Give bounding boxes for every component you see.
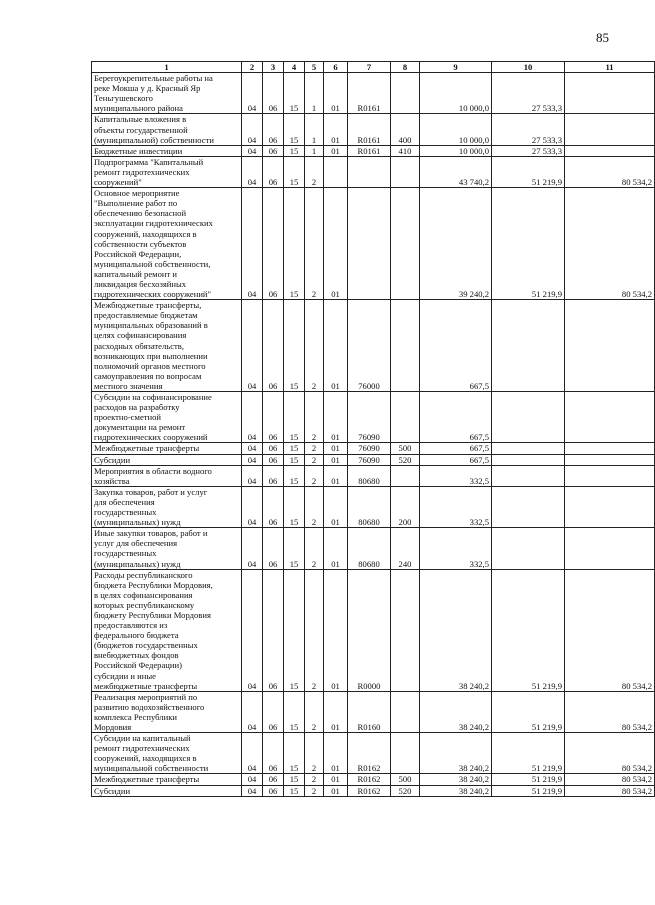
header-row: [92, 62, 655, 73]
col-7-cell: R0161: [348, 73, 391, 114]
col-5-cell: 2: [305, 569, 324, 691]
header-cell: 10: [492, 62, 565, 73]
col-2-cell: 04: [242, 156, 263, 187]
row-name: Бюджетные инвестиции: [92, 145, 242, 156]
header-cell: 6: [324, 62, 348, 73]
col-7-cell: 80680: [348, 486, 391, 527]
col-7-cell: R0000: [348, 569, 391, 691]
col-10-value: 27 533,3: [492, 145, 565, 156]
col-8-cell: [391, 691, 420, 732]
table-row: [92, 774, 655, 785]
col-7-cell: [348, 188, 391, 300]
row-name: Капитальные вложения в объекты государственной (муниципальной) собственности: [92, 114, 242, 145]
header-cell: 7: [348, 62, 391, 73]
col-9-value: 667,5: [420, 443, 492, 454]
col-9-value: 10 000,0: [420, 114, 492, 145]
col-8-cell: [391, 73, 420, 114]
table-row: [92, 691, 655, 732]
col-8-cell: [391, 392, 420, 443]
row-name: Расходы республиканского бюджета Республики Мордовия, в целях софинансирования которых республиканскому бюджету Республики Мордовия предоставляются из федерального бюджета (бюджетов государственных внебюджетных фондов Российской Федерации) субсидии и иные межбюджетные трансферты: [92, 569, 242, 691]
col-4-cell: 15: [284, 443, 305, 454]
col-11-value: [565, 486, 655, 527]
col-9-value: 667,5: [420, 300, 492, 392]
col-4-cell: 15: [284, 486, 305, 527]
table-row: [92, 300, 655, 392]
row-name: Субсидии на капитальный ремонт гидротехнических сооружений, находящихся в муниципальной собственности: [92, 733, 242, 774]
col-7-cell: R0160: [348, 691, 391, 732]
col-9-value: 38 240,2: [420, 691, 492, 732]
col-11-value: [565, 454, 655, 465]
col-10-value: [492, 454, 565, 465]
col-5-cell: 2: [305, 486, 324, 527]
col-11-value: [565, 465, 655, 486]
col-3-cell: 06: [263, 188, 284, 300]
col-6-cell: 01: [324, 486, 348, 527]
header-cell: 9: [420, 62, 492, 73]
col-3-cell: 06: [263, 73, 284, 114]
col-8-cell: [391, 188, 420, 300]
row-name: Субсидии на софинансирование расходов на разработку проектно-сметной документации на ремонт гидротехнических сооружений: [92, 392, 242, 443]
col-9-value: 43 740,2: [420, 156, 492, 187]
row-name: Межбюджетные трансферты: [92, 774, 242, 785]
col-4-cell: 15: [284, 774, 305, 785]
col-11-value: 80 534,2: [565, 733, 655, 774]
col-7-cell: R0162: [348, 774, 391, 785]
row-name: Основное мероприятие "Выполнение работ по обеспечению безопасной эксплуатации гидротехнических сооружений, находящихся в собственности субъектов Российской Федерации, муниципальной собственности, капитальный ремонт и ликвидация бесхозяйных гидротехнических сооружений": [92, 188, 242, 300]
col-2-cell: 04: [242, 145, 263, 156]
row-name: Иные закупки товаров, работ и услуг для обеспечения государственных (муниципальных) нужд: [92, 528, 242, 569]
header-cell: 1: [92, 62, 242, 73]
col-5-cell: 1: [305, 73, 324, 114]
col-7-cell: R0162: [348, 785, 391, 796]
col-9-value: 332,5: [420, 465, 492, 486]
col-8-cell: [391, 733, 420, 774]
col-10-value: [492, 486, 565, 527]
col-3-cell: 06: [263, 465, 284, 486]
col-5-cell: 2: [305, 392, 324, 443]
col-6-cell: 01: [324, 73, 348, 114]
col-10-value: 27 533,3: [492, 114, 565, 145]
col-5-cell: 2: [305, 454, 324, 465]
col-4-cell: 15: [284, 465, 305, 486]
header-cell: 5: [305, 62, 324, 73]
col-5-cell: 1: [305, 145, 324, 156]
col-4-cell: 15: [284, 156, 305, 187]
col-2-cell: 04: [242, 73, 263, 114]
row-name: Субсидии: [92, 785, 242, 796]
table-row: [92, 145, 655, 156]
col-7-cell: 80680: [348, 465, 391, 486]
col-3-cell: 06: [263, 392, 284, 443]
col-6-cell: 01: [324, 443, 348, 454]
table-row: [92, 392, 655, 443]
header-cell: 2: [242, 62, 263, 73]
col-2-cell: 04: [242, 569, 263, 691]
col-11-value: 80 534,2: [565, 774, 655, 785]
col-4-cell: 15: [284, 785, 305, 796]
col-6-cell: 01: [324, 774, 348, 785]
col-3-cell: 06: [263, 774, 284, 785]
col-8-cell: 500: [391, 774, 420, 785]
header-cell: 8: [391, 62, 420, 73]
col-2-cell: 04: [242, 785, 263, 796]
col-11-value: [565, 73, 655, 114]
header-cell: 11: [565, 62, 655, 73]
col-11-value: [565, 443, 655, 454]
col-6-cell: 01: [324, 188, 348, 300]
col-5-cell: 2: [305, 733, 324, 774]
col-3-cell: 06: [263, 528, 284, 569]
col-5-cell: 2: [305, 156, 324, 187]
table-row: [92, 569, 655, 691]
col-8-cell: 500: [391, 443, 420, 454]
col-11-value: [565, 114, 655, 145]
col-11-value: 80 534,2: [565, 156, 655, 187]
col-8-cell: 200: [391, 486, 420, 527]
col-6-cell: 01: [324, 465, 348, 486]
col-2-cell: 04: [242, 392, 263, 443]
header-cell: 4: [284, 62, 305, 73]
col-2-cell: 04: [242, 691, 263, 732]
col-9-value: 38 240,2: [420, 774, 492, 785]
row-name: Субсидии: [92, 454, 242, 465]
col-11-value: 80 534,2: [565, 188, 655, 300]
col-2-cell: 04: [242, 114, 263, 145]
col-2-cell: 04: [242, 733, 263, 774]
budget-table: [91, 61, 655, 797]
col-8-cell: 400: [391, 114, 420, 145]
col-7-cell: 76090: [348, 454, 391, 465]
col-11-value: [565, 300, 655, 392]
row-name: Межбюджетные трансферты, предоставляемые бюджетам муниципальных образований в целях софинансирования расходных обязательств, возникающих при выполнении полномочий органов местного самоуправления по вопросам местного значения: [92, 300, 242, 392]
col-6-cell: 01: [324, 691, 348, 732]
col-2-cell: 04: [242, 486, 263, 527]
row-name: Мероприятия в области водного хозяйства: [92, 465, 242, 486]
col-5-cell: 2: [305, 785, 324, 796]
col-6-cell: 01: [324, 569, 348, 691]
col-8-cell: 410: [391, 145, 420, 156]
col-7-cell: R0161: [348, 145, 391, 156]
col-10-value: [492, 392, 565, 443]
table-row: [92, 486, 655, 527]
col-10-value: [492, 300, 565, 392]
col-10-value: 51 219,9: [492, 691, 565, 732]
col-7-cell: [348, 156, 391, 187]
col-5-cell: 2: [305, 528, 324, 569]
col-9-value: 10 000,0: [420, 145, 492, 156]
table-row: [92, 156, 655, 187]
col-3-cell: 06: [263, 454, 284, 465]
table-row: [92, 465, 655, 486]
table-row: [92, 188, 655, 300]
col-5-cell: 2: [305, 691, 324, 732]
col-8-cell: 240: [391, 528, 420, 569]
table-row: [92, 73, 655, 114]
col-6-cell: 01: [324, 145, 348, 156]
col-2-cell: 04: [242, 443, 263, 454]
col-6-cell: 01: [324, 114, 348, 145]
col-10-value: 51 219,9: [492, 785, 565, 796]
col-3-cell: 06: [263, 569, 284, 691]
col-4-cell: 15: [284, 114, 305, 145]
col-11-value: 80 534,2: [565, 785, 655, 796]
row-name: Реализация мероприятий по развитию водохозяйственного комплекса Республики Мордовия: [92, 691, 242, 732]
col-7-cell: R0162: [348, 733, 391, 774]
col-3-cell: 06: [263, 145, 284, 156]
col-6-cell: 01: [324, 528, 348, 569]
col-11-value: 80 534,2: [565, 691, 655, 732]
col-3-cell: 06: [263, 785, 284, 796]
col-8-cell: [391, 156, 420, 187]
col-10-value: [492, 528, 565, 569]
col-10-value: 51 219,9: [492, 733, 565, 774]
col-6-cell: 01: [324, 785, 348, 796]
col-8-cell: [391, 300, 420, 392]
col-5-cell: 1: [305, 114, 324, 145]
col-3-cell: 06: [263, 300, 284, 392]
col-4-cell: 15: [284, 454, 305, 465]
col-8-cell: 520: [391, 785, 420, 796]
col-4-cell: 15: [284, 73, 305, 114]
col-10-value: [492, 443, 565, 454]
col-2-cell: 04: [242, 188, 263, 300]
col-11-value: 80 534,2: [565, 569, 655, 691]
col-10-value: 51 219,9: [492, 774, 565, 785]
col-3-cell: 06: [263, 114, 284, 145]
header-cell: 3: [263, 62, 284, 73]
col-10-value: 51 219,9: [492, 569, 565, 691]
col-5-cell: 2: [305, 774, 324, 785]
col-6-cell: [324, 156, 348, 187]
col-9-value: 39 240,2: [420, 188, 492, 300]
table-row: [92, 114, 655, 145]
col-9-value: 10 000,0: [420, 73, 492, 114]
col-3-cell: 06: [263, 156, 284, 187]
col-4-cell: 15: [284, 392, 305, 443]
col-7-cell: 76000: [348, 300, 391, 392]
col-8-cell: 520: [391, 454, 420, 465]
col-5-cell: 2: [305, 465, 324, 486]
row-name: Межбюджетные трансферты: [92, 443, 242, 454]
col-9-value: 38 240,2: [420, 733, 492, 774]
col-10-value: [492, 465, 565, 486]
col-2-cell: 04: [242, 465, 263, 486]
col-11-value: [565, 145, 655, 156]
col-8-cell: [391, 569, 420, 691]
col-6-cell: 01: [324, 733, 348, 774]
col-10-value: 51 219,9: [492, 156, 565, 187]
col-2-cell: 04: [242, 300, 263, 392]
row-name: Закупка товаров, работ и услуг для обеспечения государственных (муниципальных) нужд: [92, 486, 242, 527]
table-row: [92, 785, 655, 796]
col-4-cell: 15: [284, 145, 305, 156]
col-5-cell: 2: [305, 300, 324, 392]
col-9-value: 667,5: [420, 454, 492, 465]
col-5-cell: 2: [305, 443, 324, 454]
col-11-value: [565, 392, 655, 443]
col-4-cell: 15: [284, 733, 305, 774]
col-2-cell: 04: [242, 528, 263, 569]
col-4-cell: 15: [284, 528, 305, 569]
col-9-value: 38 240,2: [420, 569, 492, 691]
col-7-cell: 76090: [348, 392, 391, 443]
col-7-cell: R0161: [348, 114, 391, 145]
col-9-value: 38 240,2: [420, 785, 492, 796]
page-number: 85: [596, 30, 609, 45]
col-10-value: 51 219,9: [492, 188, 565, 300]
row-name: Подпрограмма "Капитальный ремонт гидротехнических сооружений": [92, 156, 242, 187]
col-9-value: 332,5: [420, 528, 492, 569]
col-2-cell: 04: [242, 774, 263, 785]
table-row: [92, 454, 655, 465]
col-6-cell: 01: [324, 392, 348, 443]
col-4-cell: 15: [284, 569, 305, 691]
col-3-cell: 06: [263, 443, 284, 454]
col-6-cell: 01: [324, 454, 348, 465]
col-9-value: 667,5: [420, 392, 492, 443]
col-4-cell: 15: [284, 300, 305, 392]
col-4-cell: 15: [284, 188, 305, 300]
col-10-value: 27 533,3: [492, 73, 565, 114]
col-7-cell: 80680: [348, 528, 391, 569]
col-6-cell: 01: [324, 300, 348, 392]
col-4-cell: 15: [284, 691, 305, 732]
table-body: [92, 62, 655, 797]
col-3-cell: 06: [263, 486, 284, 527]
col-5-cell: 2: [305, 188, 324, 300]
col-3-cell: 06: [263, 691, 284, 732]
col-7-cell: 76090: [348, 443, 391, 454]
table-row: [92, 443, 655, 454]
col-2-cell: 04: [242, 454, 263, 465]
table-row: [92, 733, 655, 774]
row-name: Берегоукрепительные работы на реке Мокша у д. Красный Яр Теньгушевского муниципального района: [92, 73, 242, 114]
col-8-cell: [391, 465, 420, 486]
col-9-value: 332,5: [420, 486, 492, 527]
col-11-value: [565, 528, 655, 569]
col-3-cell: 06: [263, 733, 284, 774]
table-row: [92, 528, 655, 569]
